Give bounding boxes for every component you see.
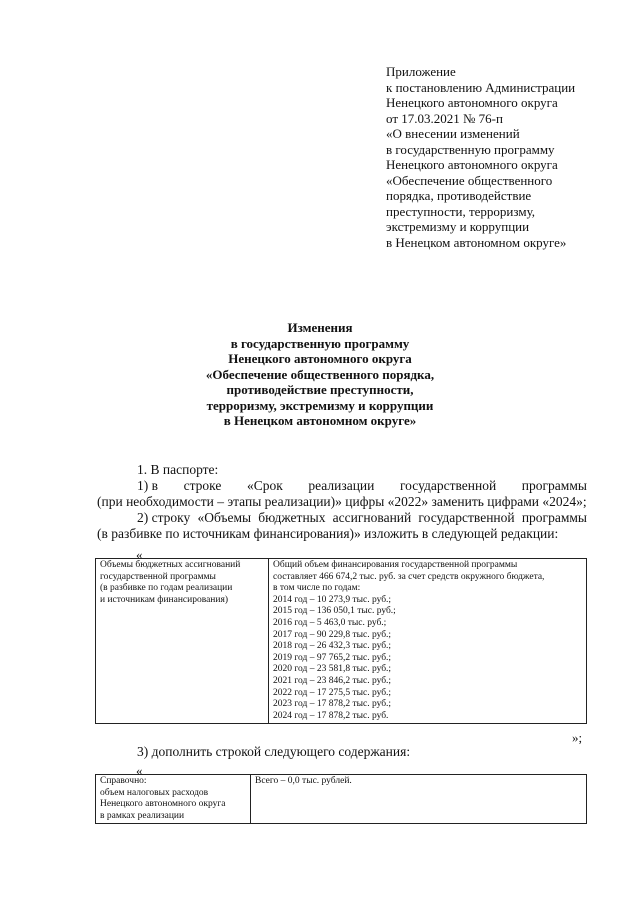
appendix-line: в государственную программу	[386, 141, 555, 157]
body-section-1	[97, 462, 587, 542]
table-row	[96, 775, 587, 824]
appendix-line: к постановлению Администрации	[386, 79, 576, 95]
table-label-cell	[96, 775, 251, 824]
value-line: в том числе по годам:	[273, 583, 361, 594]
label-line: Объемы бюджетных ассигнований	[100, 560, 241, 570]
item-1-1-line-2: (при необходимости – этапы реализации)» цифры «2022» заменить цифрами «2024»;	[97, 494, 587, 509]
value-line: 2023 год – 17 878,2 тыс. руб.;	[273, 699, 392, 710]
word: «Срок	[246, 478, 283, 493]
title-line: в Ненецком автономном округе»	[223, 413, 417, 428]
value-line: 2019 год – 97 765,2 тыс. руб.;	[273, 652, 392, 663]
item-1-2-line-2: (в разбивке по источникам финансирования)» изложить в следующей редакции:	[97, 526, 559, 541]
label-line: Ненецкого автономного округа	[100, 799, 226, 810]
appendix-line: преступности, терроризму,	[386, 203, 536, 219]
close-quote: »;	[572, 730, 583, 745]
value-line: составляет 466 674,2 тыс. руб. за счет средств окружного бюджета,	[273, 571, 545, 582]
word: бюджетных	[258, 510, 326, 525]
value-line: Всего – 0,0 тыс. рублей.	[255, 776, 352, 786]
appendix-line: Ненецкого автономного округа	[386, 157, 558, 172]
value-line: 2017 год – 90 229,8 тыс. руб.;	[273, 629, 392, 640]
word: реализации	[308, 478, 375, 493]
budget-table	[95, 558, 587, 724]
word: государственной	[399, 478, 497, 493]
label-line: в рамках реализации	[100, 810, 185, 821]
table-label-cell	[96, 559, 269, 724]
item-1-2-line-1	[97, 510, 587, 526]
body-section-2	[97, 744, 587, 760]
label-line: (в разбивке по годам реализации	[100, 583, 233, 594]
appendix-line: экстремизму и коррупции	[386, 219, 530, 234]
item-1-3: 3) дополнить строкой следующего содержания:	[137, 744, 411, 759]
title-line: Ненецкого автономного округа	[228, 351, 412, 366]
value-line: Общий объем финансирования государственной программы	[273, 560, 518, 570]
word: государственной	[418, 510, 515, 525]
label-line: объем налоговых расходов	[100, 787, 209, 798]
word: 2) строку	[137, 510, 191, 525]
appendix-line: в Ненецком автономном округе»	[386, 234, 567, 250]
appendix-line: от 17.03.2021 № 76-п	[386, 110, 503, 126]
table-row	[96, 559, 587, 724]
appendix-line: «О внесении изменений	[386, 126, 520, 141]
value-line: 2018 год – 26 432,3 тыс. руб.;	[273, 641, 392, 652]
word: ассигнований	[332, 510, 412, 525]
title-line: в государственную программу	[230, 335, 410, 351]
word: строке	[183, 478, 222, 493]
value-line: 2014 год – 10 273,9 тыс. руб.;	[273, 594, 392, 605]
label-line: Справочно:	[100, 776, 147, 786]
title-line: противодействие преступности,	[226, 382, 414, 397]
table-value-cell	[269, 559, 587, 724]
label-line: государственной программы	[100, 571, 216, 582]
appendix-line: Приложение	[386, 64, 456, 79]
appendix-line: порядка, противодействие	[386, 188, 532, 203]
value-line: 2020 год – 23 581,8 тыс. руб.;	[273, 664, 392, 675]
item-1-1-line-1	[97, 478, 587, 494]
value-line: 2016 год – 5 463,0 тыс. руб.;	[273, 617, 387, 628]
item-1-heading: 1. В паспорте:	[137, 462, 219, 477]
appendix-line: Ненецкого автономного округа	[386, 95, 558, 110]
appendix-header	[386, 64, 626, 250]
document-title	[120, 320, 520, 429]
title-line: «Обеспечение общественного порядка,	[205, 366, 435, 382]
word: 1) в	[137, 478, 158, 493]
table-value-cell	[251, 775, 587, 824]
value-line: 2024 год – 17 878,2 тыс. руб.	[273, 710, 389, 721]
word: программы	[521, 478, 587, 493]
word: «Объемы	[197, 510, 252, 525]
tax-expenditure-table	[95, 774, 587, 824]
open-quote-2: «	[136, 763, 143, 778]
label-line: и источникам финансирования)	[100, 594, 229, 605]
title-line: терроризму, экстремизму и коррупции	[206, 397, 434, 413]
word: программы	[521, 510, 587, 525]
open-quote: «	[136, 547, 143, 562]
title-line: Изменения	[287, 320, 353, 335]
value-line: 2021 год – 23 846,2 тыс. руб.;	[273, 675, 392, 686]
appendix-line: «Обеспечение общественного	[386, 172, 553, 188]
value-line: 2015 год – 136 050,1 тыс. руб.;	[273, 606, 396, 617]
value-line: 2022 год – 17 275,5 тыс. руб.;	[273, 687, 392, 698]
